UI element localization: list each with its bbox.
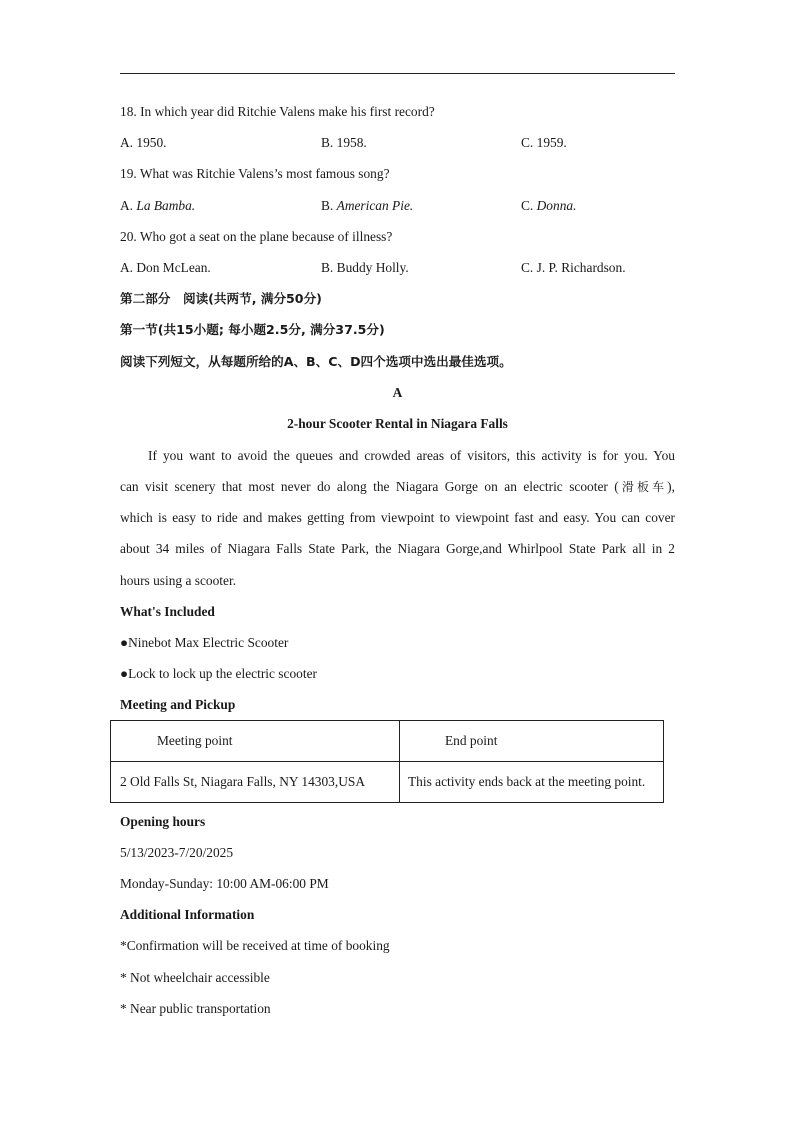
hours-heading: Opening hours bbox=[120, 814, 206, 829]
question-20-option-b: B. Buddy Holly. bbox=[321, 260, 409, 275]
hours-dates: 5/13/2023-7/20/2025 bbox=[120, 845, 234, 860]
included-heading: What's Included bbox=[120, 604, 215, 619]
question-20-option-a: A. Don McLean. bbox=[120, 260, 211, 275]
table-cell-address: 2 Old Falls St, Niagara Falls, NY 14303,USA bbox=[111, 762, 400, 803]
paragraph-line-4: about 34 miles of Niagara Falls State Park, the Niagara Gorge,and Whirlpool State Park all in 2 bbox=[120, 541, 675, 556]
question-19-option-a: A. La Bamba. bbox=[120, 198, 196, 213]
question-18-option-a: A. 1950. bbox=[120, 135, 167, 150]
table-header-end-point: End point bbox=[400, 721, 664, 762]
meeting-table bbox=[110, 720, 664, 803]
table-row bbox=[111, 721, 664, 762]
question-20-option-c: C. J. P. Richardson. bbox=[521, 260, 626, 275]
additional-item: *Confirmation will be received at time of booking bbox=[120, 938, 390, 953]
additional-heading: Additional Information bbox=[120, 907, 255, 922]
passage-letter: A bbox=[392, 385, 403, 400]
part-two-heading: 第二部分 阅读(共两节, 满分50分) bbox=[120, 291, 322, 306]
table-header-meeting-point: Meeting point bbox=[111, 721, 400, 762]
meeting-heading: Meeting and Pickup bbox=[120, 697, 236, 712]
question-19-option-c: C. Donna. bbox=[521, 198, 577, 213]
question-20-stem: 20. Who got a seat on the plane because of illness? bbox=[120, 229, 393, 244]
paragraph-line-3: which is easy to ride and makes getting from viewpoint to viewpoint fast and easy. You can cover bbox=[120, 510, 675, 525]
question-19-stem: 19. What was Ritchie Valens’s most famous song? bbox=[120, 166, 390, 181]
question-18-stem: 18. In which year did Ritchie Valens make his first record? bbox=[120, 104, 435, 119]
table-row bbox=[111, 762, 664, 803]
additional-item: * Not wheelchair accessible bbox=[120, 970, 270, 985]
paragraph-line-2: can visit scenery that most never do along the Niagara Gorge on an electric scooter (滑板车), bbox=[120, 479, 675, 494]
paragraph-line-1: If you want to avoid the queues and crowded areas of visitors, this activity is for you. You bbox=[148, 448, 675, 463]
included-item: ●Ninebot Max Electric Scooter bbox=[120, 635, 289, 650]
hours-times: Monday-Sunday: 10:00 AM-06:00 PM bbox=[120, 876, 329, 891]
table-cell-end-info: This activity ends back at the meeting point. bbox=[400, 762, 664, 803]
reading-instruction: 阅读下列短文，从每题所给的A、B、C、D四个选项中选出最佳选项。 bbox=[120, 354, 512, 369]
question-18-option-b: B. 1958. bbox=[321, 135, 367, 150]
included-item: ●Lock to lock up the electric scooter bbox=[120, 666, 317, 681]
section-one-heading: 第一节(共15小题; 每小题2.5分, 满分37.5分) bbox=[120, 322, 385, 337]
additional-item: * Near public transportation bbox=[120, 1001, 271, 1016]
question-18-option-c: C. 1959. bbox=[521, 135, 567, 150]
header-rule bbox=[120, 73, 675, 74]
question-19-option-b: B. American Pie. bbox=[321, 198, 414, 213]
paragraph-line-5: hours using a scooter. bbox=[120, 573, 237, 588]
passage-title: 2-hour Scooter Rental in Niagara Falls bbox=[287, 416, 508, 431]
